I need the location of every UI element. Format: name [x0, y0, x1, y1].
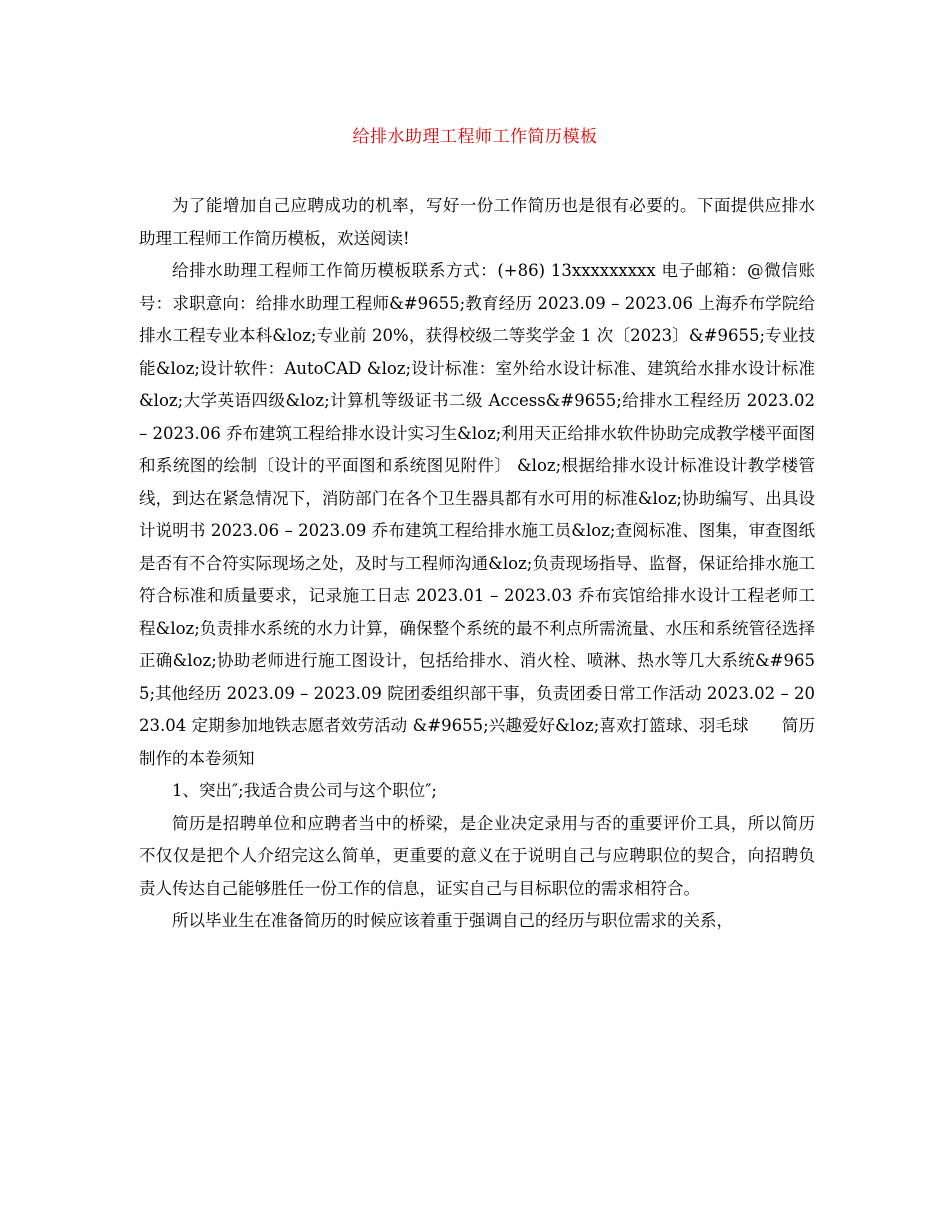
- document-title: 给排水助理工程师工作简历模板: [352, 127, 598, 147]
- paragraph-graduate-advice: 所以毕业生在准备简历的时候应该着重于强调自己的经历与职位需求的关系，: [172, 911, 733, 930]
- document-body: [139, 190, 815, 938]
- paragraph-resume-importance: 简历是招聘单位和应聘者当中的桥梁，是企业决定录用与否的重要评价工具，所以简历不仅仅是把个人介绍完这么简单，更重要的意义在于说明自己与应聘职位的契合，向招聘负责人传达自己能够胜任一份工作的信息，证实自己与目标职位的需求相符合。: [139, 813, 815, 898]
- paragraph-intro: 为了能增加自己应聘成功的机率，写好一份工作简历也是很有必要的。下面提供应排水助理工程师工作简历模板，欢送阅读!: [139, 196, 815, 248]
- paragraph-point-1: 1、突出″;我适合贵公司与这个职位″;: [172, 781, 437, 800]
- paragraph-resume-content: 给排水助理工程师工作简历模板联系方式：(+86) 13xxxxxxxxx 电子邮箱：@微信账号：求职意向：给排水助理工程师&#9655;教育经历 2023.09 – 2023.06 上海乔布学院给排水工程专业本科&loz;专业前 20%，获得校级二等奖学金 1 次〔2023〕&#9655;专业技能&loz;设计软件：AutoCAD &loz;设计标准：室外给水设计标准、建筑给水排水设计标准 &loz;大学英语四级&loz;计算机等级证书二级 Access&#9655;给排水工程经历 2023.02 – 2023.06 乔布建筑工程给排水设计实习生&loz;利用天正给排水软件协助完成教学楼平面图和系统图的绘制〔设计的平面图和系统图见附件〕 &loz;根据给排水设计标准设计教学楼管线，到达在紧急情况下，消防部门在各个卫生器具都有水可用的标准&loz;协助编写、出具设计说明书 2023.06 – 2023.09 乔布建筑工程给排水施工员&loz;查阅标准、图集，审查图纸是否有不合符实际现场之处，及时与工程师沟通&loz;负责现场指导、监督，保证给排水施工符合标准和质量要求，记录施工日志 2023.01 – 2023.03 乔布宾馆给排水设计工程老师工程&loz;负责排水系统的水力计算，确保整个系统的最不利点所需流量、水压和系统管径选择正确&loz;协助老师进行施工图设计，包括给排水、消火栓、喷淋、热水等几大系统&#9655;其他经历 2023.09 – 2023.09 院团委组织部干事，负责团委日常工作活动 2023.02 – 2023.04 定期参加地铁志愿者效劳活动 &#9655;兴趣爱好&loz;喜欢打篮球、羽毛球 简历制作的本卷须知: [139, 261, 815, 768]
